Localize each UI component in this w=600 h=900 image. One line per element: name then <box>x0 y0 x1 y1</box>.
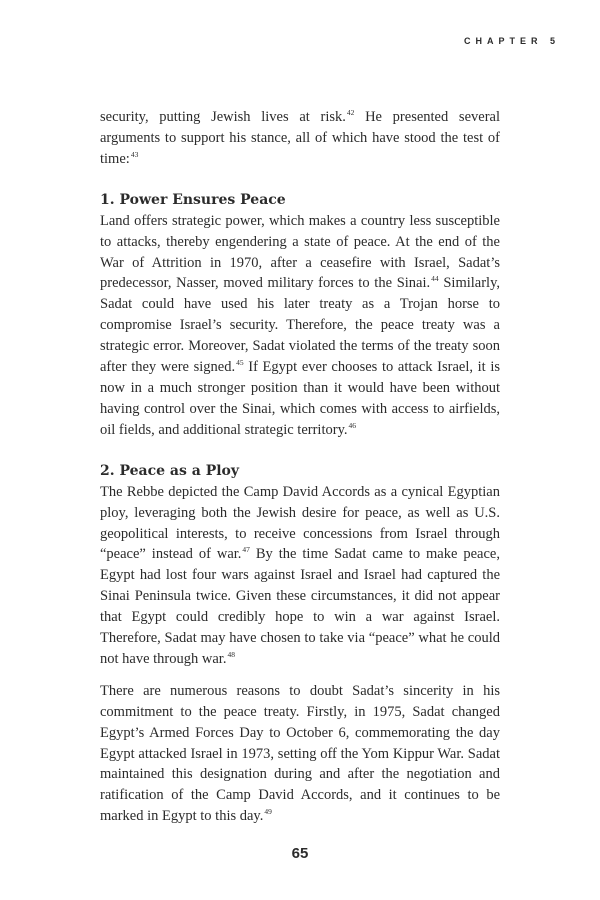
section-heading-peace-as-a-ploy: 2. Peace as a Ploy <box>100 462 240 479</box>
text-run: Similarly, Sadat could have used his later treaty as a Trojan horse to compromise Israel’s security. Therefore, the peace treaty was a strategic error. Moreover, Sadat violated the terms of the treaty soon after they were signed. <box>100 275 501 376</box>
text-run: The Rebbe depicted the Camp David Accords as a cynical Egyptian ploy, leveraging both the Jewish desire for peace, as well as U.S. geopolitical interests, to receive concessions from Israel through “peace” instead of war. <box>100 483 500 563</box>
footnote-ref: 43 <box>130 149 139 159</box>
footnote-ref: 45 <box>236 358 244 368</box>
power-ensures-peace-paragraph <box>100 211 500 441</box>
text-run: If Egypt ever chooses to attack Israel, it is now in a much stronger position than it would have been without having control over the Sinai, which comes with access to airfields, oil fields, and additional strategic territory. <box>100 359 500 438</box>
intro-paragraph <box>100 107 500 170</box>
footnote-ref: 42 <box>346 108 355 117</box>
text-run: Land offers strategic power, which makes a country less susceptible to attacks, thereby engendering a state of peace. At the end of the War of Attrition in 1970, after a ceasefire with Israel, Sadat’s predecessor, Nasser, moved military forces to the Sinai. <box>100 212 500 292</box>
text-run: He presented several arguments to support his stance, all of which have stood the test of time: <box>100 109 500 167</box>
section-heading-power-ensures-peace: 1. Power Ensures Peace <box>100 191 286 208</box>
footnote-ref: 44 <box>431 274 439 284</box>
footnote-ref: 49 <box>264 807 272 817</box>
page-number: 65 <box>291 845 309 862</box>
text-run: By the time Sadat came to make peace, Egypt had lost four wars against Israel and Israel had captured the Sinai Peninsula twice. Given these circumstances, it did not appear that Egypt could credibly hope to win a war against Israel. Therefore, Sadat may have chosen to take via “peace” what he could not have through war. <box>100 546 500 667</box>
running-head: CHAPTER 5 <box>463 36 560 46</box>
footnote-ref: 48 <box>227 649 235 659</box>
page-body <box>100 107 500 827</box>
text-run: security, putting Jewish lives at risk. <box>100 109 346 125</box>
footnote-ref: 46 <box>348 420 356 430</box>
footnote-ref: 47 <box>242 545 250 555</box>
text-run: There are numerous reasons to doubt Sadat’s sincerity in his commitment to the peace treaty. Firstly, in 1975, Sadat changed Egypt’s Armed Forces Day to October 6, commemorating the day Egypt attacked Israel in 1973, setting off the Yom Kippur War. Sadat maintained this designation during and after the negotiation and ratification of the Camp David Accords, and it continues to be marked in Egypt to this day. <box>100 682 500 825</box>
closing-paragraph <box>100 681 500 827</box>
peace-as-a-ploy-paragraph <box>100 482 500 670</box>
